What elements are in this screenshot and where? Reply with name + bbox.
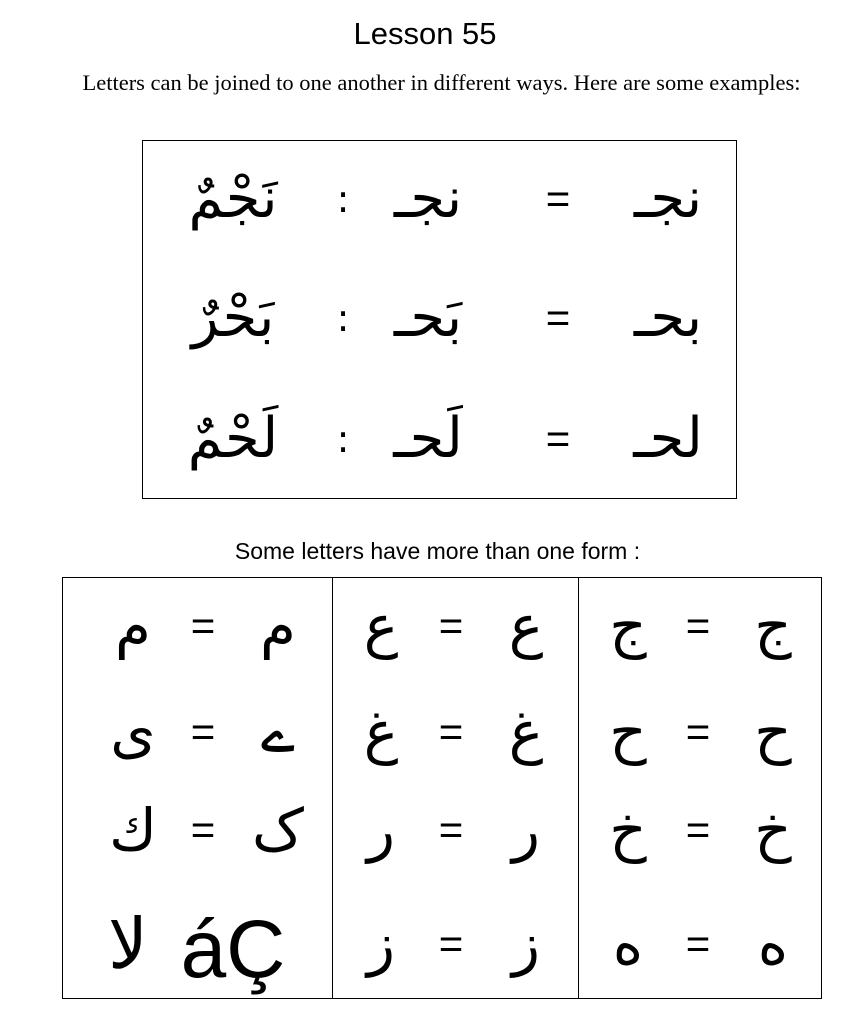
lesson-title: Lesson 55: [353, 16, 497, 51]
letter-form-pair: [93, 782, 328, 878]
alternate-form: غ: [508, 698, 544, 766]
example-parts: بحـ: [633, 285, 703, 350]
intro-text: Letters can be joined to one another in different ways. Here are some examples:: [82, 70, 801, 95]
example-colon: :: [336, 177, 350, 221]
lam-alif-form: لا: [108, 903, 148, 985]
example-row: [143, 389, 736, 489]
equals-sign: =: [685, 806, 711, 853]
alternate-form: ح: [754, 698, 792, 766]
example-parts: لحـ: [633, 406, 703, 471]
alternate-form: ک: [252, 796, 304, 864]
equals-sign: =: [190, 708, 216, 755]
example-equals: =: [545, 294, 571, 341]
lam-alif-cell: [63, 896, 328, 995]
isolated-form: غ: [363, 698, 399, 766]
letter-form-pair: [588, 578, 823, 674]
letter-form-pair: [93, 684, 328, 780]
isolated-form: ه: [612, 910, 644, 978]
alternate-form: ے: [261, 698, 295, 766]
example-word: بَحْرٌ: [191, 285, 275, 350]
isolated-form: ر: [366, 796, 395, 864]
equals-sign: =: [190, 602, 216, 649]
example-joined: لَحـ: [393, 406, 463, 471]
equals-sign: =: [685, 920, 711, 967]
alternate-form: ز: [511, 910, 540, 978]
column-divider: [332, 578, 333, 998]
letter-forms-table: [62, 577, 822, 999]
isolated-form: ى: [110, 698, 156, 766]
isolated-form: م: [115, 592, 151, 660]
equals-sign: =: [685, 602, 711, 649]
equals-sign: =: [438, 602, 464, 649]
alternate-form: ج: [754, 592, 792, 660]
example-row: [143, 149, 736, 249]
letter-form-pair: [588, 684, 823, 780]
alternate-form: خ: [754, 796, 792, 864]
example-word: لَحْمٌ: [187, 406, 279, 471]
equals-sign: =: [438, 920, 464, 967]
example-joined: نجـ: [393, 166, 463, 231]
letter-form-pair: [341, 684, 576, 780]
isolated-form: ز: [366, 910, 395, 978]
equals-sign: =: [190, 806, 216, 853]
equals-sign: =: [438, 708, 464, 755]
letter-form-pair: [63, 896, 328, 995]
forms-subtitle: Some letters have more than one form :: [234, 538, 641, 564]
letter-form-pair: [341, 578, 576, 674]
letter-form-pair: [588, 896, 823, 992]
isolated-form: ع: [363, 592, 399, 660]
isolated-form: ج: [609, 592, 647, 660]
alternate-form: ه: [757, 910, 789, 978]
letter-form-pair: [341, 782, 576, 878]
example-equals: =: [545, 415, 571, 462]
example-row: [143, 268, 736, 368]
equals-sign: =: [685, 708, 711, 755]
isolated-form: ح: [609, 698, 647, 766]
alternate-form: ع: [508, 592, 544, 660]
alternate-form: م: [260, 592, 296, 660]
example-colon: :: [336, 296, 350, 340]
example-word: نَجْمٌ: [188, 166, 278, 231]
letter-form-pair: [341, 896, 576, 992]
example-equals: =: [545, 175, 571, 222]
letter-form-pair: [588, 782, 823, 878]
letter-form-pair: [93, 578, 328, 674]
column-divider: [578, 578, 579, 998]
equals-sign: =: [438, 806, 464, 853]
isolated-form: ك: [109, 796, 157, 864]
alternate-form: ر: [511, 796, 540, 864]
isolated-form: خ: [609, 796, 647, 864]
joining-examples-box: [142, 140, 737, 499]
rendering-glitch-text: áÇ: [180, 904, 286, 995]
example-parts: نجـ: [633, 166, 703, 231]
example-colon: :: [336, 417, 350, 461]
example-joined: بَحـ: [393, 285, 463, 350]
